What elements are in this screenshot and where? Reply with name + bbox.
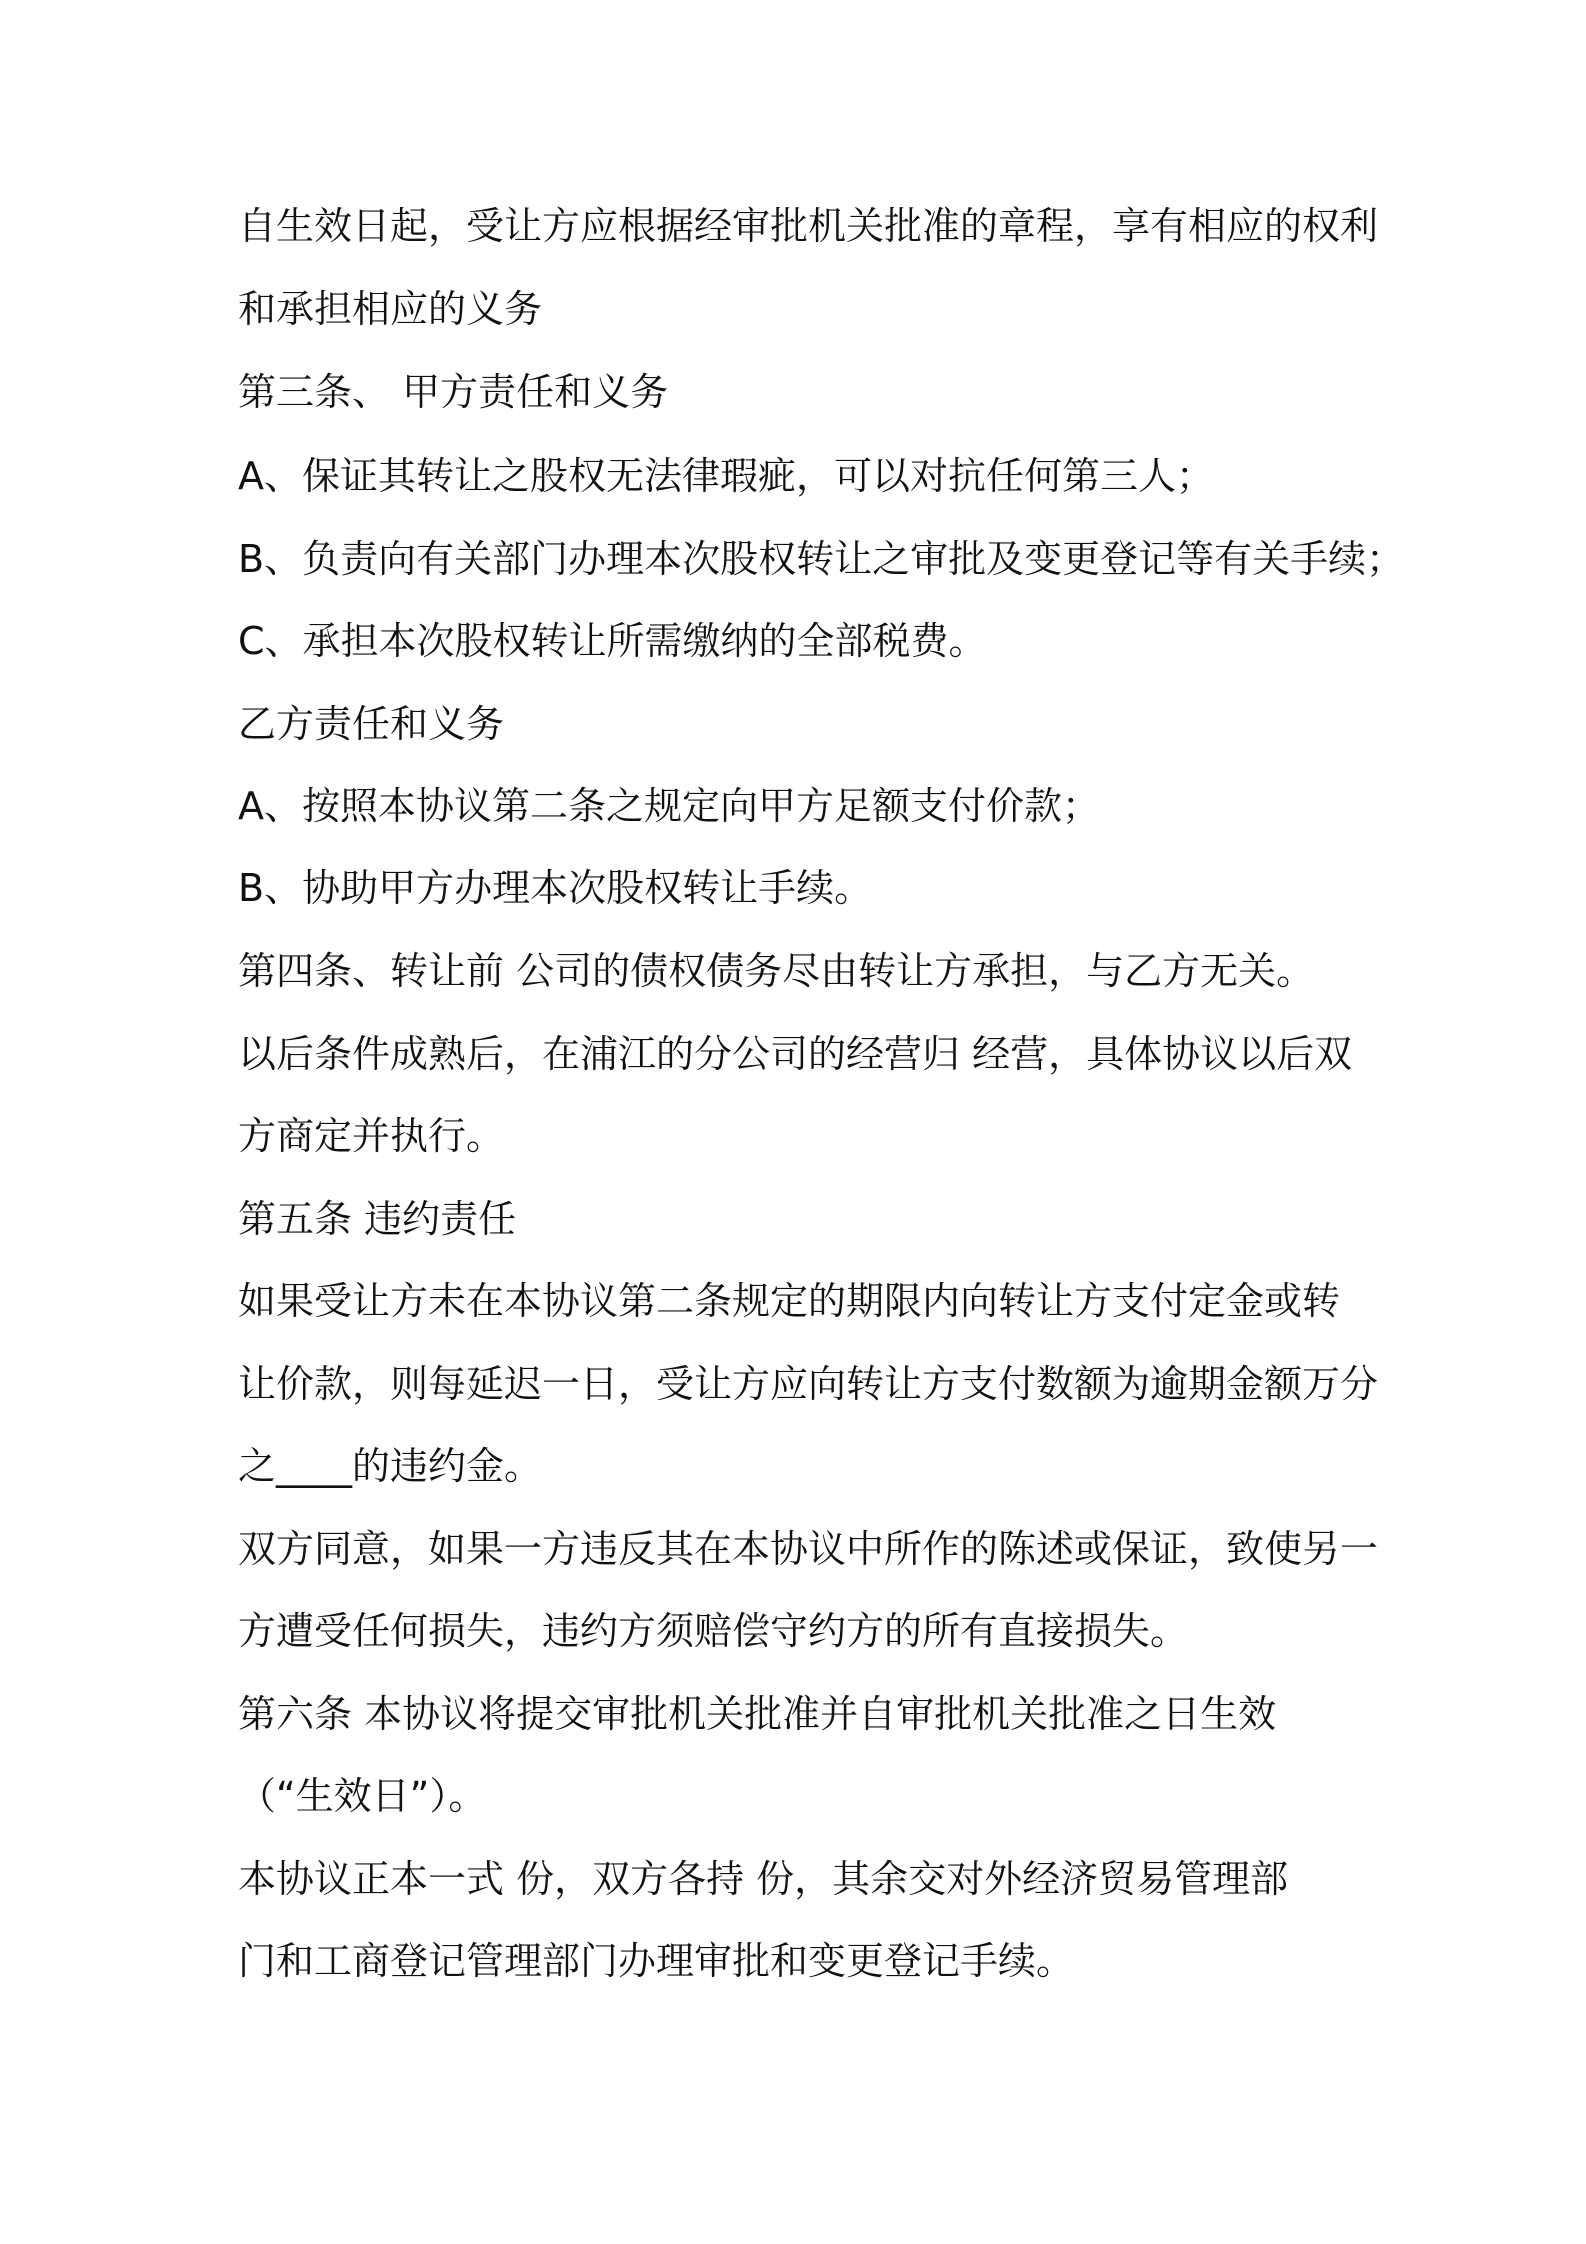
text-line: 门和工商登记管理部门办理审批和变更登记手续。 [238, 1939, 1075, 1983]
text-line: 自生效日起，受让方应根据经审批机关批准的章程，享有相应的权利 [238, 204, 1379, 248]
list-item: A、按照本协议第二条之规定向甲方足额支付价款； [238, 784, 1100, 828]
text-line: 和承担相应的义务 [238, 287, 543, 331]
article-heading: 第三条、 甲方责任和义务 [238, 370, 669, 414]
list-item: A、保证其转让之股权无法律瑕疵，可以对抗任何第三人； [238, 454, 1214, 498]
text-line: 双方同意，如果一方违反其在本协议中所作的陈述或保证，致使另一 [238, 1527, 1379, 1571]
text-line: 方商定并执行。 [238, 1114, 505, 1158]
article-heading: 第六条 本协议将提交审批机关批准并自审批机关批准之日生效 [238, 1692, 1277, 1736]
article-heading: 第五条 违约责任 [238, 1197, 517, 1241]
article-heading: 第四条、转让前 公司的债权债务尽由转让方承担，与乙方无关。 [238, 949, 1315, 993]
section-heading: 乙方责任和义务 [238, 702, 505, 746]
text-line: 方遭受任何损失，违约方须赔偿守约方的所有直接损失。 [238, 1609, 1189, 1653]
text-line: 如果受让方未在本协议第二条规定的期限内向转让方支付定金或转 [238, 1279, 1341, 1323]
text-line: 以后条件成熟后，在浦江的分公司的经营归 经营，具体协议以后双 [238, 1032, 1353, 1076]
list-item: B、负责向有关部门办理本次股权转让之审批及变更登记等有关手续； [238, 537, 1405, 581]
text-line: 之____的违约金。 [238, 1444, 543, 1488]
text-line: 让价款，则每延迟一日，受让方应向转让方支付数额为逾期金额万分 [238, 1362, 1379, 1406]
list-item: C、承担本次股权转让所需缴纳的全部税费。 [238, 619, 987, 663]
list-item: B、协助甲方办理本次股权转让手续。 [238, 866, 873, 910]
text-line: （“生效日”）。 [238, 1774, 487, 1818]
text-line: 本协议正本一式 份，双方各持 份，其余交对外经济贸易管理部 [238, 1857, 1289, 1901]
